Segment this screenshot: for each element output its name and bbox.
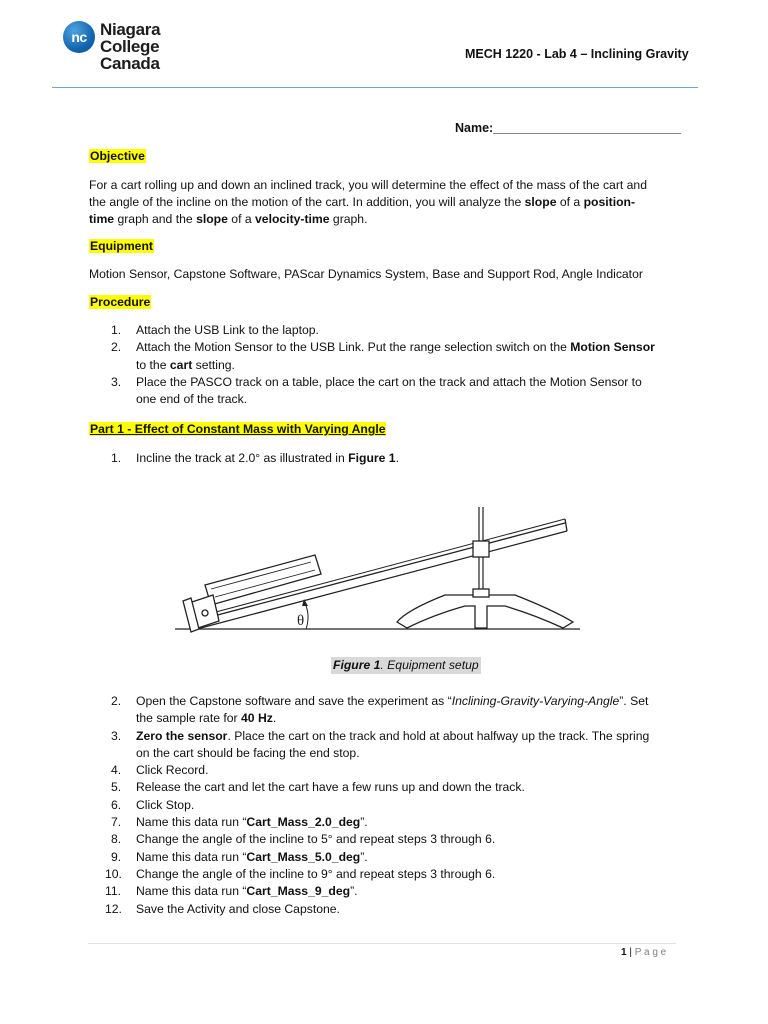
angle-theta-label: θ	[297, 613, 305, 629]
page-footer: 1 | P a g e	[621, 947, 667, 958]
college-logo-mark: nc	[63, 21, 95, 53]
list-item: 9. Name this data run “Cart_Mass_5.0_deg”.	[111, 849, 368, 864]
list-item: 12. Save the Activity and close Capstone.	[105, 901, 340, 916]
steps-list	[89, 693, 689, 918]
list-item: 5. Release the cart and let the cart have a few runs up and down the track.	[111, 780, 525, 795]
list-item: 2. Open the Capstone software and save the experiment as “Inclining-Gravity-Varying-Angle”. Set the sample rate for 40 Hz.	[111, 694, 649, 726]
part1-list	[89, 450, 689, 467]
footer-divider	[88, 943, 676, 944]
objective-heading: Objective	[90, 149, 145, 163]
list-item: 7. Name this data run “Cart_Mass_2.0_deg”.	[111, 815, 368, 830]
college-logo-text	[100, 21, 160, 72]
list-item: 4. Click Record.	[111, 763, 209, 778]
objective-line-3: time graph and the slope of a velocity-time graph.	[89, 212, 368, 226]
objective-text	[89, 177, 689, 228]
list-item: 8. Change the angle of the incline to 5° and repeat steps 3 through 6.	[111, 832, 496, 847]
cart-body	[205, 555, 321, 605]
figure-caption: Figure 1. Equipment setup	[333, 658, 479, 672]
list-item: 3. Zero the sensor. Place the cart on the track and hold at about halfway up the track. The spring on the cart should be facing the end stop.	[111, 728, 650, 760]
header-divider	[52, 87, 698, 88]
list-item: 1. Incline the track at 2.0° as illustrated in Figure 1.	[111, 451, 399, 465]
name-field: Name:___________________________	[455, 121, 681, 135]
tripod-base	[397, 595, 573, 628]
objective-line-2: the angle of the incline on the motion of the cart. In addition, you will analyze the slope of a position-	[89, 195, 636, 209]
procedure-heading: Procedure	[90, 295, 151, 309]
logo-line-2: College	[100, 37, 160, 56]
logo-line-3: Canada	[100, 54, 160, 73]
list-item: 2. Attach the Motion Sensor to the USB Link. Put the range selection switch on the Motion Sensor to the cart setting.	[111, 340, 655, 372]
equipment-setup-figure	[175, 505, 585, 645]
equipment-heading: Equipment	[90, 239, 153, 253]
course-title: MECH 1220 - Lab 4 – Inclining Gravity	[465, 47, 689, 61]
list-item: 1. Attach the USB Link to the laptop.	[111, 323, 319, 337]
part1-heading: Part 1 - Effect of Constant Mass with Varying Angle	[90, 422, 386, 436]
list-item: 10. Change the angle of the incline to 9° and repeat steps 3 through 6.	[105, 866, 496, 881]
list-item: 3. Place the PASCO track on a table, place the cart on the track and attach the Motion Sensor to one end of the track.	[111, 374, 642, 407]
list-item: 6. Click Stop.	[111, 797, 195, 812]
list-item: 11. Name this data run “Cart_Mass_9_deg”.	[105, 884, 358, 899]
logo-line-1: Niagara	[100, 20, 161, 39]
equipment-text: Motion Sensor, Capstone Software, PAScar Dynamics System, Base and Support Rod, Angle Indicator	[89, 267, 643, 281]
procedure-list	[89, 322, 689, 408]
objective-line-1: For a cart rolling up and down an inclined track, you will determine the effect of the mass of the cart and	[89, 178, 647, 192]
rod-clamp	[473, 541, 489, 557]
